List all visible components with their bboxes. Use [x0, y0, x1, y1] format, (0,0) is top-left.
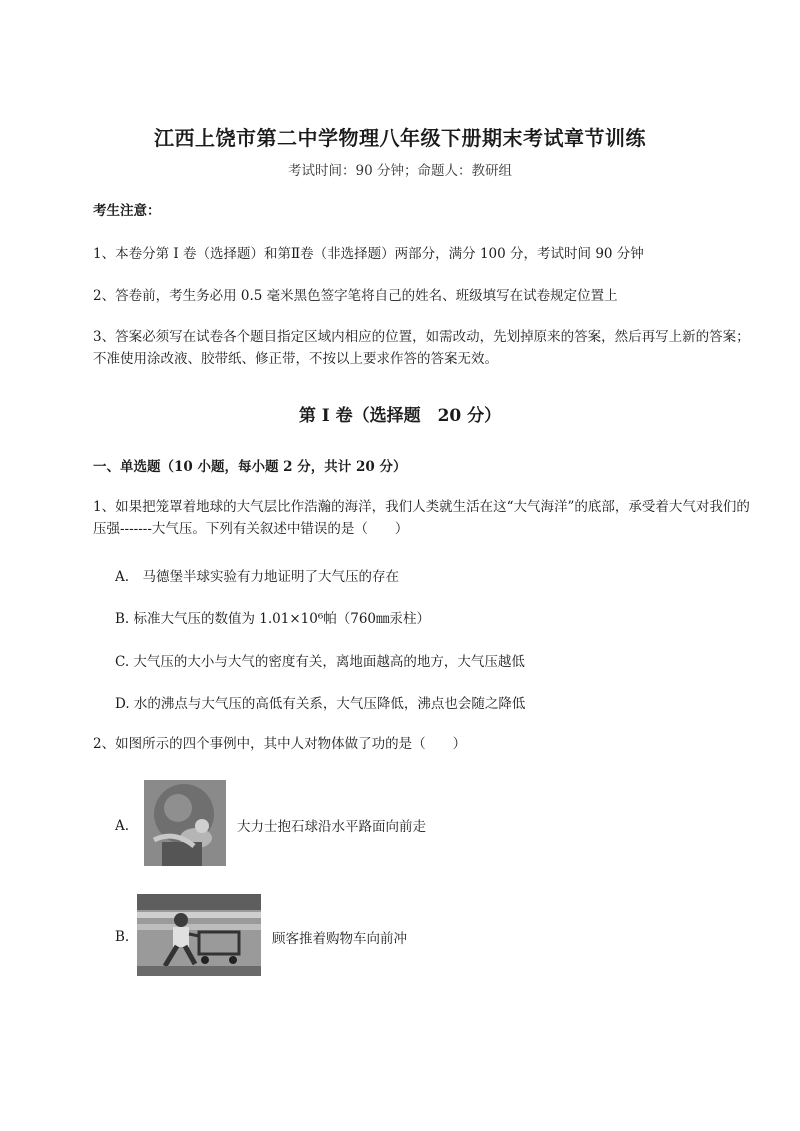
note-item-2: 2、答卷前，考生务必用 0.5 毫米黑色签字笔将自己的姓名、班级填写在试卷规定位置上 — [93, 288, 618, 304]
weightlifter-photo — [144, 780, 226, 866]
shopping-cart-photo — [137, 894, 261, 976]
exam-subtitle: 考试时间：90 分钟；命题人：教研组 — [288, 163, 512, 179]
question-1-stem: 1、如果把笼罩着地球的大气层比作浩瀚的海洋，我们人类就生活在这“大气海洋”的底部，承受着大气对我们的压强-------大气压。下列有关叙述中错误的是（ ） — [93, 499, 750, 537]
question-2-stem: 2、如图所示的四个事例中，其中人对物体做了功的是（ ） — [93, 736, 467, 752]
page-title: 江西上饶市第二中学物理八年级下册期末考试章节训练 — [154, 126, 646, 150]
question-1-option-b: B. 标准大气压的数值为 1.01×10⁶帕（760㎜汞柱） — [115, 611, 431, 627]
question-2-option-b-text: 顾客推着购物车向前冲 — [272, 931, 407, 947]
question-1-option-a: A. 马德堡半球实验有力地证明了大气压的存在 — [115, 569, 400, 585]
question-2-option-a-text: 大力士抱石球沿水平路面向前走 — [237, 819, 426, 835]
notes-heading: 考生注意： — [93, 203, 161, 219]
question-2-option-b-letter: B. — [115, 929, 130, 945]
question-1-option-d: D. 水的沸点与大气压的高低有关系，大气压降低，沸点也会随之降低 — [115, 696, 526, 712]
section-title: 第 I 卷（选择题 20 分） — [298, 406, 502, 426]
question-2-option-a-letter: A. — [115, 818, 130, 834]
question-1-option-c: C. 大气压的大小与大气的密度有关，离地面越高的地方，大气压越低 — [115, 654, 525, 670]
note-item-1: 1、本卷分第 I 卷（选择题）和第Ⅱ卷（非选择题）两部分，满分 100 分，考试时间 90 分钟 — [93, 246, 644, 262]
part-heading: 一、单选题（10 小题，每小题 2 分，共计 20 分） — [93, 459, 407, 475]
note-item-3: 3、答案必须写在试卷各个题目指定区域内相应的位置，如需改动，先划掉原来的答案，然后再写上新的答案；不准使用涂改液、胶带纸、修正带，不按以上要求作答的答案无效。 — [93, 329, 750, 367]
